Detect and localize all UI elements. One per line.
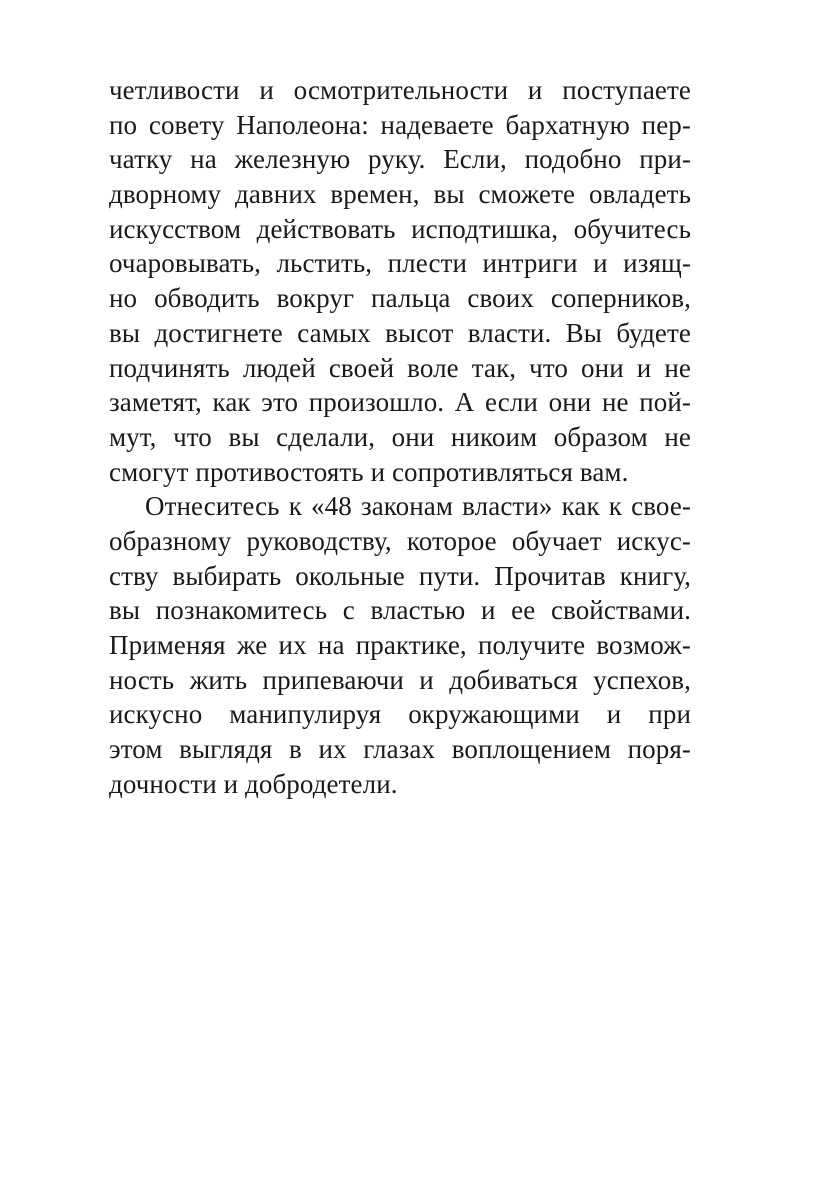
text-line: смогут противостоять и сопротивляться вам. bbox=[109, 456, 629, 487]
text-line: заметят, как это произошло. А если они не пой- bbox=[109, 387, 691, 418]
text-line: ству выбирать окольные пути. Прочитав книгу, bbox=[109, 560, 691, 591]
text-line: но обводить вокруг пальца своих соперников, bbox=[109, 283, 691, 314]
text-line: ность жить припеваючи и добиваться успехов, bbox=[109, 664, 691, 695]
text-line: вы достигнете самых высот власти. Вы будете bbox=[109, 317, 691, 348]
text-line: четливости и осмотрительности и поступаете bbox=[109, 75, 691, 105]
paragraph-1 bbox=[109, 73, 691, 489]
text-line: по совету Наполеона: надеваете бархатную пер- bbox=[109, 109, 691, 140]
paragraph-2 bbox=[109, 489, 691, 801]
text-line: очаровывать, льстить, плести интриги и изящ- bbox=[109, 248, 691, 279]
text-line: дворному давних времен, вы сможете овладеть bbox=[109, 179, 691, 210]
text-line: дочности и добродетели. bbox=[109, 768, 398, 799]
text-line: Применяя же их на практике, получите возмож- bbox=[109, 630, 691, 660]
text-line: искусно манипулируя окружающими и при bbox=[109, 699, 691, 730]
text-line: чатку на железную руку. Если, подобно при- bbox=[109, 144, 691, 175]
text-line: Отнеситесь к «48 законам власти» как к свое- bbox=[145, 491, 691, 522]
book-page bbox=[109, 73, 691, 801]
text-line: искусством действовать исподтишка, обучитесь bbox=[109, 213, 691, 244]
text-line: этом выглядя в их глазах воплощением поря- bbox=[109, 734, 691, 765]
text-line: образному руководству, которое обучает искус- bbox=[109, 525, 691, 556]
text-line: мут, что вы сделали, они никоим образом не bbox=[109, 421, 691, 452]
text-line: подчинять людей своей воле так, что они и не bbox=[109, 352, 691, 383]
text-line: вы познакомитесь с властью и ее свойствами. bbox=[109, 595, 691, 626]
